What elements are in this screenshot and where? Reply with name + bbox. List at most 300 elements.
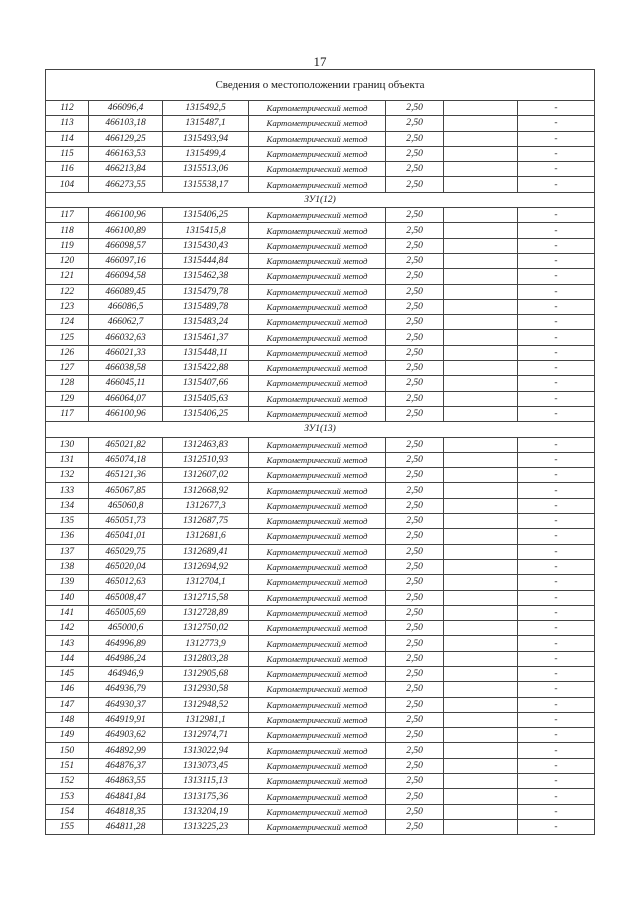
accuracy-cell: 2,50 xyxy=(386,131,444,146)
empty-cell xyxy=(444,804,518,819)
y-coordinate-cell: 1312728,89 xyxy=(163,605,249,620)
dash-cell: - xyxy=(518,819,595,834)
point-number-cell: 143 xyxy=(46,636,89,651)
dash-cell: - xyxy=(518,789,595,804)
accuracy-cell: 2,50 xyxy=(386,636,444,651)
accuracy-cell: 2,50 xyxy=(386,559,444,574)
section-header-row xyxy=(46,422,595,437)
method-cell: Картометрический метод xyxy=(249,575,386,590)
dash-cell: - xyxy=(518,590,595,605)
method-cell: Картометрический метод xyxy=(249,162,386,177)
y-coordinate-cell: 1315430,43 xyxy=(163,238,249,253)
table-row xyxy=(46,330,595,345)
empty-cell xyxy=(444,223,518,238)
point-number-cell: 112 xyxy=(46,101,89,116)
y-coordinate-cell: 1315422,88 xyxy=(163,361,249,376)
y-coordinate-cell: 1312948,52 xyxy=(163,697,249,712)
method-cell: Картометрический метод xyxy=(249,728,386,743)
y-coordinate-cell: 1312689,41 xyxy=(163,544,249,559)
accuracy-cell: 2,50 xyxy=(386,391,444,406)
dash-cell: - xyxy=(518,575,595,590)
point-number-cell: 118 xyxy=(46,223,89,238)
method-cell: Картометрический метод xyxy=(249,636,386,651)
table-row xyxy=(46,299,595,314)
dash-cell: - xyxy=(518,208,595,223)
x-coordinate-cell: 465067,85 xyxy=(89,483,163,498)
accuracy-cell: 2,50 xyxy=(386,177,444,192)
x-coordinate-cell: 466032,63 xyxy=(89,330,163,345)
empty-cell xyxy=(444,269,518,284)
method-cell: Картометрический метод xyxy=(249,682,386,697)
dash-cell: - xyxy=(518,253,595,268)
y-coordinate-cell: 1312694,92 xyxy=(163,559,249,574)
accuracy-cell: 2,50 xyxy=(386,697,444,712)
y-coordinate-cell: 1315489,78 xyxy=(163,299,249,314)
dash-cell: - xyxy=(518,621,595,636)
dash-cell: - xyxy=(518,544,595,559)
empty-cell xyxy=(444,666,518,681)
y-coordinate-cell: 1312974,71 xyxy=(163,728,249,743)
dash-cell: - xyxy=(518,223,595,238)
x-coordinate-cell: 465121,36 xyxy=(89,468,163,483)
empty-cell xyxy=(444,774,518,789)
empty-cell xyxy=(444,758,518,773)
empty-cell xyxy=(444,330,518,345)
y-coordinate-cell: 1315406,25 xyxy=(163,406,249,421)
y-coordinate-cell: 1312715,58 xyxy=(163,590,249,605)
y-coordinate-cell: 1312677,3 xyxy=(163,498,249,513)
accuracy-cell: 2,50 xyxy=(386,162,444,177)
dash-cell: - xyxy=(518,162,595,177)
y-coordinate-cell: 1312510,93 xyxy=(163,452,249,467)
empty-cell xyxy=(444,697,518,712)
point-number-cell: 117 xyxy=(46,208,89,223)
accuracy-cell: 2,50 xyxy=(386,743,444,758)
empty-cell xyxy=(444,452,518,467)
y-coordinate-cell: 1315444,84 xyxy=(163,253,249,268)
x-coordinate-cell: 465051,73 xyxy=(89,514,163,529)
x-coordinate-cell: 466100,89 xyxy=(89,223,163,238)
x-coordinate-cell: 465000,6 xyxy=(89,621,163,636)
point-number-cell: 136 xyxy=(46,529,89,544)
y-coordinate-cell: 1312704,1 xyxy=(163,575,249,590)
point-number-cell: 155 xyxy=(46,819,89,834)
table-row xyxy=(46,315,595,330)
dash-cell: - xyxy=(518,636,595,651)
empty-cell xyxy=(444,743,518,758)
dash-cell: - xyxy=(518,299,595,314)
method-cell: Картометрический метод xyxy=(249,743,386,758)
method-cell: Картометрический метод xyxy=(249,116,386,131)
method-cell: Картометрический метод xyxy=(249,299,386,314)
x-coordinate-cell: 464876,37 xyxy=(89,758,163,773)
table-row xyxy=(46,636,595,651)
x-coordinate-cell: 465074,18 xyxy=(89,452,163,467)
dash-cell: - xyxy=(518,682,595,697)
table-row xyxy=(46,483,595,498)
accuracy-cell: 2,50 xyxy=(386,728,444,743)
point-number-cell: 144 xyxy=(46,651,89,666)
empty-cell xyxy=(444,590,518,605)
method-cell: Картометрический метод xyxy=(249,559,386,574)
point-number-cell: 153 xyxy=(46,789,89,804)
x-coordinate-cell: 464936,79 xyxy=(89,682,163,697)
empty-cell xyxy=(444,682,518,697)
dash-cell: - xyxy=(518,376,595,391)
empty-cell xyxy=(444,146,518,161)
dash-cell: - xyxy=(518,437,595,452)
empty-cell xyxy=(444,315,518,330)
table-row xyxy=(46,774,595,789)
method-cell: Картометрический метод xyxy=(249,544,386,559)
empty-cell xyxy=(444,299,518,314)
point-number-cell: 115 xyxy=(46,146,89,161)
x-coordinate-cell: 465029,75 xyxy=(89,544,163,559)
accuracy-cell: 2,50 xyxy=(386,758,444,773)
point-number-cell: 125 xyxy=(46,330,89,345)
point-number-cell: 133 xyxy=(46,483,89,498)
empty-cell xyxy=(444,728,518,743)
dash-cell: - xyxy=(518,743,595,758)
empty-cell xyxy=(444,131,518,146)
y-coordinate-cell: 1313073,45 xyxy=(163,758,249,773)
table-row xyxy=(46,651,595,666)
point-number-cell: 141 xyxy=(46,605,89,620)
table-row xyxy=(46,345,595,360)
method-cell: Картометрический метод xyxy=(249,804,386,819)
method-cell: Картометрический метод xyxy=(249,468,386,483)
empty-cell xyxy=(444,544,518,559)
point-number-cell: 120 xyxy=(46,253,89,268)
x-coordinate-cell: 466097,16 xyxy=(89,253,163,268)
table-row xyxy=(46,284,595,299)
y-coordinate-cell: 1312463,83 xyxy=(163,437,249,452)
x-coordinate-cell: 464863,55 xyxy=(89,774,163,789)
empty-cell xyxy=(444,361,518,376)
y-coordinate-cell: 1315499,4 xyxy=(163,146,249,161)
x-coordinate-cell: 464946,9 xyxy=(89,666,163,681)
empty-cell xyxy=(444,101,518,116)
x-coordinate-cell: 466096,4 xyxy=(89,101,163,116)
point-number-cell: 139 xyxy=(46,575,89,590)
dash-cell: - xyxy=(518,315,595,330)
table-row xyxy=(46,269,595,284)
method-cell: Картометрический метод xyxy=(249,452,386,467)
dash-cell: - xyxy=(518,101,595,116)
accuracy-cell: 2,50 xyxy=(386,146,444,161)
method-cell: Картометрический метод xyxy=(249,483,386,498)
x-coordinate-cell: 466089,45 xyxy=(89,284,163,299)
table-row xyxy=(46,162,595,177)
point-number-cell: 154 xyxy=(46,804,89,819)
y-coordinate-cell: 1313115,13 xyxy=(163,774,249,789)
accuracy-cell: 2,50 xyxy=(386,101,444,116)
dash-cell: - xyxy=(518,498,595,513)
accuracy-cell: 2,50 xyxy=(386,804,444,819)
method-cell: Картометрический метод xyxy=(249,146,386,161)
accuracy-cell: 2,50 xyxy=(386,544,444,559)
table-row xyxy=(46,575,595,590)
dash-cell: - xyxy=(518,238,595,253)
empty-cell xyxy=(444,391,518,406)
empty-cell xyxy=(444,712,518,727)
table-row xyxy=(46,253,595,268)
point-number-cell: 150 xyxy=(46,743,89,758)
table-row xyxy=(46,621,595,636)
method-cell: Картометрический метод xyxy=(249,621,386,636)
accuracy-cell: 2,50 xyxy=(386,605,444,620)
table-row xyxy=(46,514,595,529)
dash-cell: - xyxy=(518,146,595,161)
y-coordinate-cell: 1313225,23 xyxy=(163,819,249,834)
table-row xyxy=(46,819,595,834)
method-cell: Картометрический метод xyxy=(249,315,386,330)
method-cell: Картометрический метод xyxy=(249,391,386,406)
method-cell: Картометрический метод xyxy=(249,590,386,605)
point-number-cell: 131 xyxy=(46,452,89,467)
dash-cell: - xyxy=(518,452,595,467)
dash-cell: - xyxy=(518,529,595,544)
dash-cell: - xyxy=(518,468,595,483)
dash-cell: - xyxy=(518,269,595,284)
y-coordinate-cell: 1315487,1 xyxy=(163,116,249,131)
table-row xyxy=(46,743,595,758)
y-coordinate-cell: 1312773,9 xyxy=(163,636,249,651)
method-cell: Картометрический метод xyxy=(249,253,386,268)
dash-cell: - xyxy=(518,804,595,819)
method-cell: Картометрический метод xyxy=(249,330,386,345)
x-coordinate-cell: 466098,57 xyxy=(89,238,163,253)
method-cell: Картометрический метод xyxy=(249,177,386,192)
accuracy-cell: 2,50 xyxy=(386,575,444,590)
point-number-cell: 126 xyxy=(46,345,89,360)
point-number-cell: 134 xyxy=(46,498,89,513)
dash-cell: - xyxy=(518,697,595,712)
accuracy-cell: 2,50 xyxy=(386,238,444,253)
x-coordinate-cell: 465041,01 xyxy=(89,529,163,544)
table-row xyxy=(46,590,595,605)
table-row xyxy=(46,146,595,161)
y-coordinate-cell: 1315461,37 xyxy=(163,330,249,345)
point-number-cell: 122 xyxy=(46,284,89,299)
empty-cell xyxy=(444,819,518,834)
method-cell: Картометрический метод xyxy=(249,284,386,299)
dash-cell: - xyxy=(518,728,595,743)
page-number: 17 xyxy=(313,54,327,69)
y-coordinate-cell: 1312668,92 xyxy=(163,483,249,498)
x-coordinate-cell: 465021,82 xyxy=(89,437,163,452)
empty-cell xyxy=(444,529,518,544)
y-coordinate-cell: 1313175,36 xyxy=(163,789,249,804)
dash-cell: - xyxy=(518,559,595,574)
point-number-cell: 121 xyxy=(46,269,89,284)
x-coordinate-cell: 464818,35 xyxy=(89,804,163,819)
accuracy-cell: 2,50 xyxy=(386,651,444,666)
table-row xyxy=(46,208,595,223)
empty-cell xyxy=(444,284,518,299)
empty-cell xyxy=(444,116,518,131)
table-row xyxy=(46,804,595,819)
y-coordinate-cell: 1315405,63 xyxy=(163,391,249,406)
accuracy-cell: 2,50 xyxy=(386,330,444,345)
accuracy-cell: 2,50 xyxy=(386,299,444,314)
dash-cell: - xyxy=(518,330,595,345)
empty-cell xyxy=(444,177,518,192)
accuracy-cell: 2,50 xyxy=(386,682,444,697)
method-cell: Картометрический метод xyxy=(249,223,386,238)
table-row xyxy=(46,116,595,131)
point-number-cell: 135 xyxy=(46,514,89,529)
x-coordinate-cell: 466094,58 xyxy=(89,269,163,284)
accuracy-cell: 2,50 xyxy=(386,483,444,498)
table-row xyxy=(46,544,595,559)
x-coordinate-cell: 466045,11 xyxy=(89,376,163,391)
point-number-cell: 130 xyxy=(46,437,89,452)
point-number-cell: 132 xyxy=(46,468,89,483)
x-coordinate-cell: 464811,28 xyxy=(89,819,163,834)
method-cell: Картометрический метод xyxy=(249,605,386,620)
point-number-cell: 148 xyxy=(46,712,89,727)
x-coordinate-cell: 466213,84 xyxy=(89,162,163,177)
table-row xyxy=(46,728,595,743)
dash-cell: - xyxy=(518,774,595,789)
y-coordinate-cell: 1313022,94 xyxy=(163,743,249,758)
y-coordinate-cell: 1315493,94 xyxy=(163,131,249,146)
y-coordinate-cell: 1313204,19 xyxy=(163,804,249,819)
empty-cell xyxy=(444,483,518,498)
point-number-cell: 117 xyxy=(46,406,89,421)
method-cell: Картометрический метод xyxy=(249,406,386,421)
y-coordinate-cell: 1315483,24 xyxy=(163,315,249,330)
table-row xyxy=(46,529,595,544)
x-coordinate-cell: 466129,25 xyxy=(89,131,163,146)
empty-cell xyxy=(444,406,518,421)
y-coordinate-cell: 1315462,38 xyxy=(163,269,249,284)
empty-cell xyxy=(444,208,518,223)
y-coordinate-cell: 1312803,28 xyxy=(163,651,249,666)
method-cell: Картометрический метод xyxy=(249,437,386,452)
dash-cell: - xyxy=(518,483,595,498)
empty-cell xyxy=(444,468,518,483)
table-row xyxy=(46,406,595,421)
x-coordinate-cell: 464903,62 xyxy=(89,728,163,743)
accuracy-cell: 2,50 xyxy=(386,452,444,467)
accuracy-cell: 2,50 xyxy=(386,712,444,727)
point-number-cell: 129 xyxy=(46,391,89,406)
x-coordinate-cell: 466038,58 xyxy=(89,361,163,376)
accuracy-cell: 2,50 xyxy=(386,376,444,391)
y-coordinate-cell: 1312687,75 xyxy=(163,514,249,529)
empty-cell xyxy=(444,636,518,651)
point-number-cell: 138 xyxy=(46,559,89,574)
point-number-cell: 146 xyxy=(46,682,89,697)
accuracy-cell: 2,50 xyxy=(386,223,444,238)
dash-cell: - xyxy=(518,758,595,773)
accuracy-cell: 2,50 xyxy=(386,437,444,452)
y-coordinate-cell: 1315407,66 xyxy=(163,376,249,391)
method-cell: Картометрический метод xyxy=(249,131,386,146)
point-number-cell: 145 xyxy=(46,666,89,681)
empty-cell xyxy=(444,437,518,452)
table-row xyxy=(46,131,595,146)
accuracy-cell: 2,50 xyxy=(386,666,444,681)
x-coordinate-cell: 466103,18 xyxy=(89,116,163,131)
dash-cell: - xyxy=(518,345,595,360)
method-cell: Картометрический метод xyxy=(249,774,386,789)
empty-cell xyxy=(444,498,518,513)
y-coordinate-cell: 1312905,68 xyxy=(163,666,249,681)
x-coordinate-cell: 465012,63 xyxy=(89,575,163,590)
table-row xyxy=(46,391,595,406)
table-row xyxy=(46,376,595,391)
method-cell: Картометрический метод xyxy=(249,712,386,727)
point-number-cell: 147 xyxy=(46,697,89,712)
table-row xyxy=(46,361,595,376)
accuracy-cell: 2,50 xyxy=(386,345,444,360)
accuracy-cell: 2,50 xyxy=(386,116,444,131)
x-coordinate-cell: 464930,37 xyxy=(89,697,163,712)
dash-cell: - xyxy=(518,131,595,146)
empty-cell xyxy=(444,514,518,529)
method-cell: Картометрический метод xyxy=(249,376,386,391)
point-number-cell: 114 xyxy=(46,131,89,146)
table-row xyxy=(46,758,595,773)
method-cell: Картометрический метод xyxy=(249,514,386,529)
x-coordinate-cell: 466062,7 xyxy=(89,315,163,330)
table-row xyxy=(46,712,595,727)
dash-cell: - xyxy=(518,406,595,421)
point-number-cell: 142 xyxy=(46,621,89,636)
dash-cell: - xyxy=(518,514,595,529)
point-number-cell: 151 xyxy=(46,758,89,773)
dash-cell: - xyxy=(518,116,595,131)
accuracy-cell: 2,50 xyxy=(386,269,444,284)
point-number-cell: 140 xyxy=(46,590,89,605)
y-coordinate-cell: 1315538,17 xyxy=(163,177,249,192)
accuracy-cell: 2,50 xyxy=(386,498,444,513)
method-cell: Картометрический метод xyxy=(249,819,386,834)
point-number-cell: 123 xyxy=(46,299,89,314)
x-coordinate-cell: 466100,96 xyxy=(89,406,163,421)
accuracy-cell: 2,50 xyxy=(386,514,444,529)
x-coordinate-cell: 465060,8 xyxy=(89,498,163,513)
section-header-row xyxy=(46,192,595,207)
method-cell: Картометрический метод xyxy=(249,361,386,376)
method-cell: Картометрический метод xyxy=(249,498,386,513)
empty-cell xyxy=(444,345,518,360)
dash-cell: - xyxy=(518,391,595,406)
point-number-cell: 116 xyxy=(46,162,89,177)
y-coordinate-cell: 1315448,11 xyxy=(163,345,249,360)
table-row xyxy=(46,559,595,574)
method-cell: Картометрический метод xyxy=(249,208,386,223)
empty-cell xyxy=(444,575,518,590)
accuracy-cell: 2,50 xyxy=(386,406,444,421)
x-coordinate-cell: 464919,91 xyxy=(89,712,163,727)
accuracy-cell: 2,50 xyxy=(386,590,444,605)
x-coordinate-cell: 465020,04 xyxy=(89,559,163,574)
table-title-row xyxy=(46,70,595,101)
accuracy-cell: 2,50 xyxy=(386,315,444,330)
point-number-cell: 137 xyxy=(46,544,89,559)
table-row xyxy=(46,697,595,712)
method-cell: Картометрический метод xyxy=(249,238,386,253)
x-coordinate-cell: 465005,69 xyxy=(89,605,163,620)
accuracy-cell: 2,50 xyxy=(386,529,444,544)
x-coordinate-cell: 464996,89 xyxy=(89,636,163,651)
empty-cell xyxy=(444,651,518,666)
y-coordinate-cell: 1312930,58 xyxy=(163,682,249,697)
